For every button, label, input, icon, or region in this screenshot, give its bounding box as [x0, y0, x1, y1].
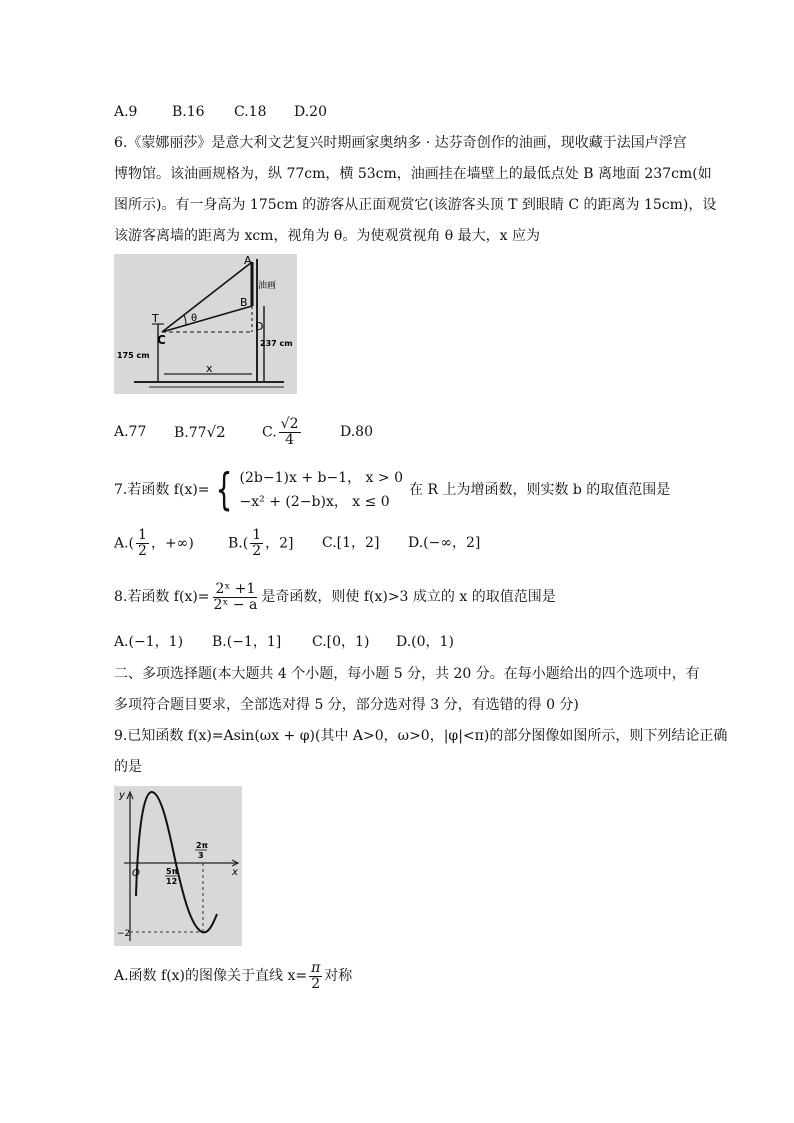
q8-denominator: 2ˣ − a — [213, 596, 258, 613]
q7-cases — [240, 466, 403, 514]
q6-option-c — [262, 417, 340, 448]
label-B: B — [240, 296, 248, 309]
sine-curve — [136, 792, 217, 932]
q7-stem — [114, 464, 670, 516]
label-x: x — [232, 867, 238, 878]
q7-suffix: 在 R 上为增函数，则实数 b 的取值范围是 — [409, 482, 671, 498]
q7-option-b-numerator: 1 — [252, 526, 262, 543]
q7-options — [114, 522, 480, 564]
label-A: A — [244, 254, 252, 267]
q8-options — [114, 632, 454, 652]
q7-option-b-pre: B.( — [228, 535, 249, 551]
q6-text-line-1: 6.《蒙娜丽莎》是意大利文艺复兴时期画家奥纳多 · 达芬奇创作的油画，现收藏于法国卢浮宫 — [114, 135, 687, 151]
q5-options — [114, 102, 327, 122]
q9-figure — [114, 786, 242, 946]
q5-option-d: D.20 — [294, 104, 327, 120]
q6-text-line-2: 博物馆。该油画规格为，纵 77cm，横 53cm，油画挂在墙壁上的最低点处 B 离地面 237cm(如 — [114, 166, 712, 182]
q6-option-c-fraction — [279, 417, 301, 448]
q9-option-a-numerator: π — [311, 959, 321, 976]
q8-option-a: A.(−1，1) — [114, 634, 184, 650]
label-D: D — [255, 320, 264, 333]
q8-numerator: 2ˣ +1 — [215, 580, 256, 597]
section2-heading-line-2: 多项符合题目要求，全部选对得 5 分，部分选对得 3 分，有选错的得 0 分) — [114, 697, 579, 713]
q7-case-1: (2b−1)x + b−1， x > 0 — [239, 470, 403, 486]
q8-suffix: 是奇函数，则使 f(x)>3 成立的 x 的取值范围是 — [261, 589, 556, 605]
q9-stem-line-1: 9.已知函数 f(x)=Asin(ωx + φ)(其中 A>0，ω>0，|φ|<π)的部分图像如图所示，则下列结论正确 — [114, 728, 728, 744]
q6-option-d: D.80 — [340, 424, 373, 440]
sight-line-bottom — [162, 306, 252, 332]
label-2pi-num: 2π — [196, 841, 208, 850]
label-175cm: 175 cm — [117, 351, 150, 360]
label-theta: θ — [191, 313, 198, 324]
q7-option-a-denominator: 2 — [138, 542, 147, 559]
q7-option-b-fraction — [250, 528, 263, 559]
label-neg-two: −2 — [117, 929, 131, 939]
label-C: C — [157, 333, 166, 347]
q6-figure-svg — [114, 254, 297, 394]
q8-prefix: 8.若函数 f(x)= — [114, 589, 210, 605]
q5-option-c: C.18 — [234, 104, 267, 120]
q7-option-a-numerator: 1 — [138, 526, 147, 543]
q6-text-line-4: 该游客离墙的距离为 xcm，视角为 θ。为使观赏视角 θ 最大，x 应为 — [114, 228, 541, 244]
q8-stem — [114, 576, 556, 618]
label-2pi-den: 3 — [198, 851, 204, 860]
sight-line-top — [162, 262, 252, 332]
q6-text-line-3: 图所示)。有一身高为 175cm 的游客从正面观赏它(该游客头顶 T 到眼睛 C 的距离为 15cm)，设 — [114, 197, 717, 213]
q8-option-c: C.[0，1) — [312, 634, 370, 650]
label-y: y — [119, 790, 125, 801]
q7-prefix: 7.若函数 f(x)= — [114, 482, 210, 498]
q7-option-a-pre: A.( — [114, 535, 135, 551]
q7-case-2: −x² + (2−b)x， x ≤ 0 — [239, 494, 390, 510]
theta-arc — [184, 315, 186, 326]
q5-option-b: B.16 — [172, 104, 205, 120]
q5-option-a: A.9 — [114, 104, 138, 120]
q7-option-c: C.[1，2] — [322, 535, 380, 551]
q6-figure — [114, 254, 297, 394]
q8-option-b: B.(−1，1] — [212, 634, 282, 650]
q6-option-c-denominator: 4 — [285, 431, 295, 448]
label-237cm: 237 cm — [260, 339, 293, 348]
label-origin: O — [132, 868, 140, 879]
q7-option-a-fraction — [136, 528, 149, 559]
label-5pi-num: 5π — [166, 867, 178, 876]
q7-option-a — [114, 528, 228, 559]
q8-option-d: D.(0，1) — [396, 634, 454, 650]
q9-option-a — [114, 956, 352, 996]
q9-option-a-fraction — [309, 961, 322, 992]
q7-option-b-post: ，2] — [265, 535, 294, 551]
q9-stem-line-2: 的是 — [114, 759, 142, 775]
q9-graph-svg — [114, 786, 242, 946]
q9-option-a-pre: A.函数 f(x)的图像关于直线 x= — [114, 968, 308, 984]
q6-option-b-radical: √2 — [206, 422, 226, 441]
q7-option-b-denominator: 2 — [252, 542, 262, 559]
q8-fraction — [212, 582, 260, 613]
q6-option-b — [174, 422, 262, 443]
label-5pi-den: 12 — [166, 877, 178, 886]
label-x: x — [206, 362, 213, 375]
q7-option-d: D.(−∞，2] — [408, 535, 481, 551]
q7-option-b — [228, 528, 322, 559]
q9-option-a-post: 对称 — [324, 968, 353, 984]
q6-option-c-prefix: C. — [262, 424, 277, 440]
q7-piecewise — [210, 466, 403, 514]
q6-option-b-prefix: B.77 — [174, 424, 207, 441]
q6-option-a: A.77 — [114, 424, 147, 440]
q6-options — [114, 410, 373, 454]
q9-option-a-denominator: 2 — [311, 975, 321, 992]
label-painting: 油画 — [258, 281, 277, 291]
q7-option-a-post: ，+∞) — [150, 535, 194, 551]
q6-option-c-numerator: √2 — [280, 415, 299, 432]
q7-brace: { — [215, 464, 232, 515]
label-T: T — [152, 312, 159, 325]
section2-heading-line-1: 二、多项选择题(本大题共 4 个小题，每小题 5 分，共 20 分。在每小题给出的四个选项中，有 — [114, 666, 700, 682]
